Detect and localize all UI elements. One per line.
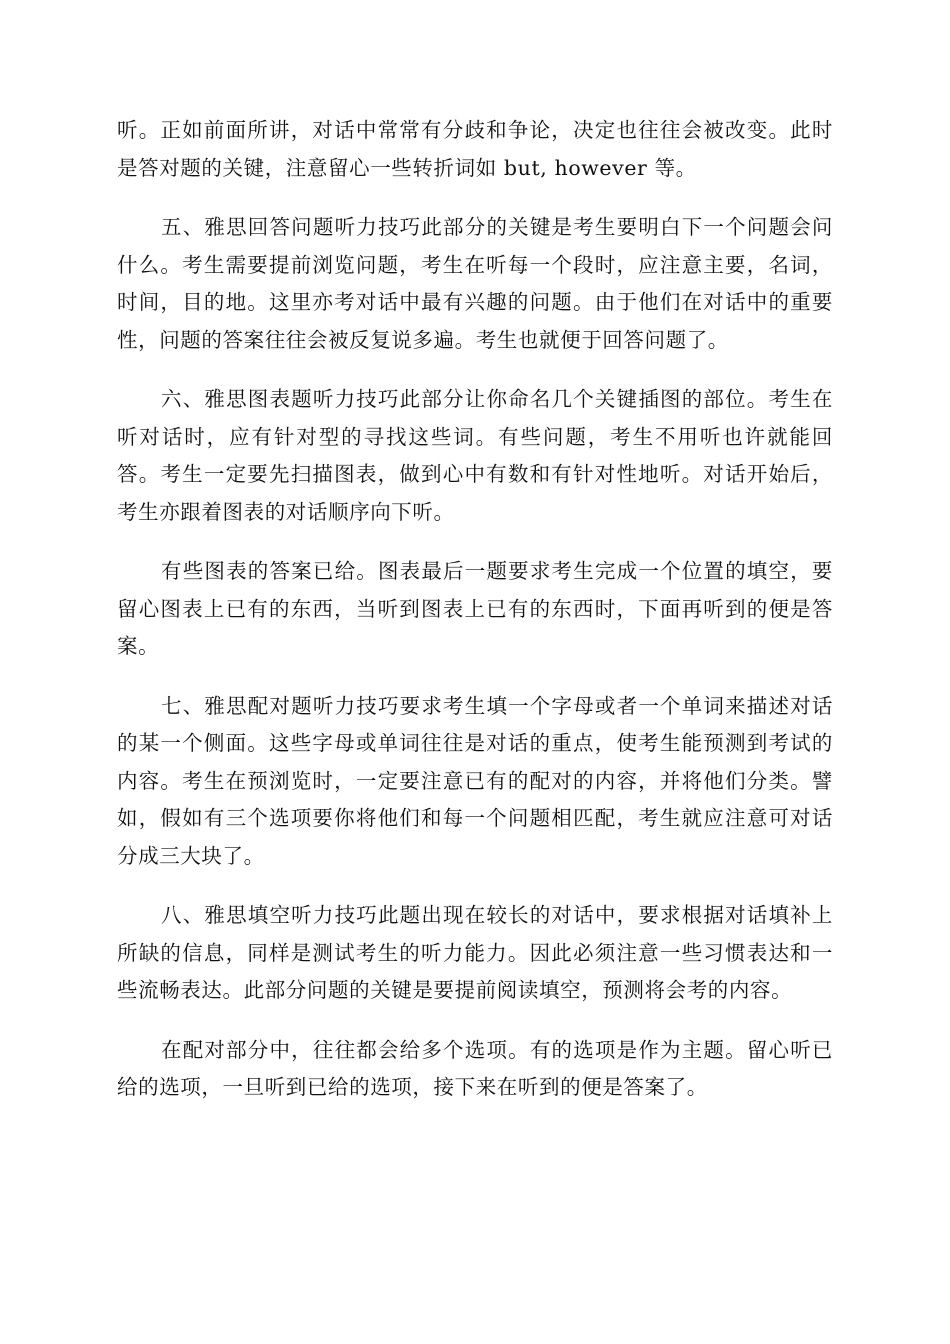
document-page [117, 112, 833, 1129]
paragraph-section-8: 八、雅思填空听力技巧此题出现在较长的对话中，要求根据对话填补上所缺的信息，同样是测试考生的听力能力。因此必须注意一些习惯表达和一些流畅表达。此部分问题的关键是要提前阅读填空，预测将会考的内容。 [117, 903, 833, 1002]
paragraph-section-5: 五、雅思回答问题听力技巧此部分的关键是考生要明白下一个问题会问什么。考生需要提前浏览问题，考生在听每一个段时，应注意主要，名词，时间，目的地。这里亦考对话中最有兴趣的问题。由于他们在对话中的重要性，问题的答案往往会被反复说多遍。考生也就便于回答问题了。 [117, 215, 833, 352]
paragraph-section-7: 七、雅思配对题听力技巧要求考生填一个字母或者一个单词来描述对话的某一个侧面。这些字母或单词往往是对话的重点，使考生能预测到考试的内容。考生在预浏览时，一定要注意已有的配对的内容，并将他们分类。譬如，假如有三个选项要你将他们和每一个问题相匹配，考生就应注意可对话分成三大块了。 [117, 693, 833, 868]
paragraph-section-6-note: 有些图表的答案已给。图表最后一题要求考生完成一个位置的填空，要留心图表上已有的东西，当听到图表上已有的东西时，下面再听到的便是答案。 [117, 559, 833, 658]
paragraph-continuation: 听。正如前面所讲，对话中常常有分歧和争论，决定也往往会被改变。此时是答对题的关键，注意留心一些转折词如 but, however 等。 [117, 118, 833, 180]
paragraph-matching-note: 在配对部分中，往往都会给多个选项。有的选项是作为主题。留心听已给的选项，一旦听到已给的选项，接下来在听到的便是答案了。 [117, 1037, 833, 1099]
paragraph-section-6: 六、雅思图表题听力技巧此部分让你命名几个关键插图的部位。考生在听对话时，应有针对型的寻找这些词。有些问题，考生不用听也许就能回答。考生一定要先扫描图表，做到心中有数和有针对性地听。对话开始后，考生亦跟着图表的对话顺序向下听。 [117, 387, 833, 524]
